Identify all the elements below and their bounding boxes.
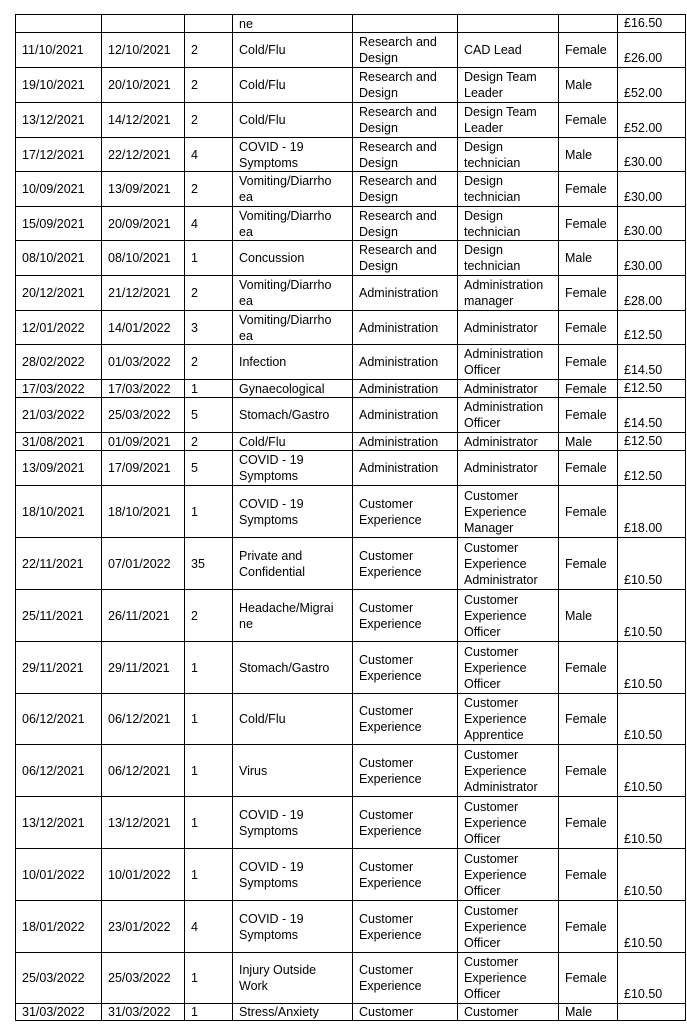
days-cell: 4 (185, 207, 233, 241)
role-cell: Customer Experience Officer (458, 797, 559, 849)
role-cell: Customer Experience Officer (458, 901, 559, 953)
gender-cell: Female (559, 33, 618, 68)
end-date-cell: 07/01/2022 (102, 538, 185, 590)
days-cell: 2 (185, 433, 233, 451)
rate-cell: £52.00 (618, 68, 686, 103)
start-date-cell: 08/10/2021 (16, 241, 102, 276)
rate-cell: £10.50 (618, 694, 686, 745)
gender-cell: Female (559, 797, 618, 849)
role-cell: Administrator (458, 380, 559, 398)
start-date-cell: 21/03/2022 (16, 398, 102, 433)
table-row (16, 68, 686, 103)
end-date-cell: 13/12/2021 (102, 797, 185, 849)
rate-cell: £18.00 (618, 486, 686, 538)
department-cell: Customer Experience (353, 486, 458, 538)
role-cell: Customer Experience Officer (458, 590, 559, 642)
start-date-cell: 13/09/2021 (16, 451, 102, 486)
rate-cell: £10.50 (618, 797, 686, 849)
rate-cell: £12.50 (618, 451, 686, 486)
department-cell: Customer Experience (353, 901, 458, 953)
department-cell: Administration (353, 311, 458, 345)
reason-cell: COVID - 19 Symptoms (233, 486, 353, 538)
days-cell: 1 (185, 380, 233, 398)
table-row (16, 849, 686, 901)
reason-cell: Infection (233, 345, 353, 380)
gender-cell: Female (559, 694, 618, 745)
table-row (16, 901, 686, 953)
table-row (16, 15, 686, 33)
table-row (16, 538, 686, 590)
table-row (16, 642, 686, 694)
role-cell: Administrator (458, 311, 559, 345)
gender-cell: Female (559, 486, 618, 538)
reason-cell: Vomiting/Diarrho ea (233, 276, 353, 311)
days-cell: 2 (185, 68, 233, 103)
days-cell: 2 (185, 590, 233, 642)
start-date-cell: 11/10/2021 (16, 33, 102, 68)
rate-cell: £14.50 (618, 398, 686, 433)
days-cell: 1 (185, 694, 233, 745)
start-date-cell: 29/11/2021 (16, 642, 102, 694)
end-date-cell: 08/10/2021 (102, 241, 185, 276)
reason-cell: Private and Confidential (233, 538, 353, 590)
table-row (16, 590, 686, 642)
gender-cell: Male (559, 241, 618, 276)
reason-cell: COVID - 19 Symptoms (233, 901, 353, 953)
department-cell: Customer Experience (353, 745, 458, 797)
role-cell: Design technician (458, 241, 559, 276)
rate-cell: £30.00 (618, 138, 686, 172)
rate-cell: £10.50 (618, 538, 686, 590)
start-date-cell: 13/12/2021 (16, 797, 102, 849)
department-cell: Research and Design (353, 103, 458, 138)
reason-cell: Concussion (233, 241, 353, 276)
days-cell: 2 (185, 276, 233, 311)
days-cell: 1 (185, 797, 233, 849)
table-row (16, 486, 686, 538)
end-date-cell: 17/03/2022 (102, 380, 185, 398)
end-date-cell (102, 15, 185, 33)
role-cell: Administration manager (458, 276, 559, 311)
reason-cell: COVID - 19 Symptoms (233, 451, 353, 486)
absence-table (15, 14, 686, 1021)
gender-cell: Male (559, 433, 618, 451)
reason-cell: Vomiting/Diarrho ea (233, 207, 353, 241)
gender-cell: Female (559, 172, 618, 207)
days-cell: 5 (185, 398, 233, 433)
gender-cell: Female (559, 953, 618, 1004)
days-cell: 2 (185, 33, 233, 68)
days-cell: 4 (185, 901, 233, 953)
rate-cell: £30.00 (618, 172, 686, 207)
table-row (16, 451, 686, 486)
days-cell: 1 (185, 849, 233, 901)
rate-cell: £12.50 (618, 433, 686, 451)
gender-cell: Female (559, 901, 618, 953)
department-cell: Research and Design (353, 138, 458, 172)
start-date-cell: 17/03/2022 (16, 380, 102, 398)
table-row (16, 138, 686, 172)
gender-cell: Female (559, 745, 618, 797)
end-date-cell: 29/11/2021 (102, 642, 185, 694)
reason-cell: COVID - 19 Symptoms (233, 849, 353, 901)
reason-cell: Virus (233, 745, 353, 797)
days-cell: 1 (185, 745, 233, 797)
days-cell: 35 (185, 538, 233, 590)
gender-cell: Female (559, 380, 618, 398)
reason-cell: Gynaecological (233, 380, 353, 398)
days-cell: 5 (185, 451, 233, 486)
rate-cell: £30.00 (618, 241, 686, 276)
rate-cell: £28.00 (618, 276, 686, 311)
start-date-cell: 18/10/2021 (16, 486, 102, 538)
role-cell: Customer (458, 1004, 559, 1021)
gender-cell: Female (559, 398, 618, 433)
start-date-cell: 06/12/2021 (16, 694, 102, 745)
start-date-cell: 20/12/2021 (16, 276, 102, 311)
table-row (16, 276, 686, 311)
end-date-cell: 31/03/2022 (102, 1004, 185, 1021)
reason-cell: ne (233, 15, 353, 33)
start-date-cell (16, 15, 102, 33)
reason-cell: Stress/Anxiety (233, 1004, 353, 1021)
rate-cell: £14.50 (618, 345, 686, 380)
start-date-cell: 19/10/2021 (16, 68, 102, 103)
table-row (16, 380, 686, 398)
role-cell: Design technician (458, 138, 559, 172)
table-row (16, 398, 686, 433)
end-date-cell: 21/12/2021 (102, 276, 185, 311)
reason-cell: Cold/Flu (233, 33, 353, 68)
rate-cell: £16.50 (618, 15, 686, 33)
end-date-cell: 25/03/2022 (102, 398, 185, 433)
table-row (16, 797, 686, 849)
end-date-cell: 06/12/2021 (102, 694, 185, 745)
absence-table-body (16, 15, 686, 1021)
days-cell (185, 15, 233, 33)
end-date-cell: 01/03/2022 (102, 345, 185, 380)
gender-cell: Female (559, 451, 618, 486)
department-cell: Administration (353, 380, 458, 398)
gender-cell (559, 15, 618, 33)
end-date-cell: 12/10/2021 (102, 33, 185, 68)
department-cell: Administration (353, 451, 458, 486)
role-cell: CAD Lead (458, 33, 559, 68)
start-date-cell: 13/12/2021 (16, 103, 102, 138)
start-date-cell: 25/03/2022 (16, 953, 102, 1004)
end-date-cell: 18/10/2021 (102, 486, 185, 538)
rate-cell: £12.50 (618, 311, 686, 345)
gender-cell: Male (559, 68, 618, 103)
start-date-cell: 31/08/2021 (16, 433, 102, 451)
reason-cell: Cold/Flu (233, 103, 353, 138)
end-date-cell: 01/09/2021 (102, 433, 185, 451)
end-date-cell: 06/12/2021 (102, 745, 185, 797)
department-cell: Customer Experience (353, 849, 458, 901)
role-cell: Administration Officer (458, 345, 559, 380)
start-date-cell: 15/09/2021 (16, 207, 102, 241)
rate-cell: £10.50 (618, 590, 686, 642)
role-cell: Customer Experience Officer (458, 642, 559, 694)
rate-cell: £10.50 (618, 849, 686, 901)
gender-cell: Female (559, 345, 618, 380)
role-cell: Customer Experience Officer (458, 849, 559, 901)
rate-cell: £52.00 (618, 103, 686, 138)
rate-cell: £10.50 (618, 901, 686, 953)
table-row (16, 172, 686, 207)
end-date-cell: 17/09/2021 (102, 451, 185, 486)
rate-cell: £12.50 (618, 380, 686, 398)
gender-cell: Male (559, 1004, 618, 1021)
rate-cell (618, 1004, 686, 1021)
end-date-cell: 20/10/2021 (102, 68, 185, 103)
role-cell: Customer Experience Administrator (458, 745, 559, 797)
end-date-cell: 13/09/2021 (102, 172, 185, 207)
table-row (16, 311, 686, 345)
days-cell: 2 (185, 345, 233, 380)
reason-cell: Vomiting/Diarrho ea (233, 311, 353, 345)
rate-cell: £10.50 (618, 642, 686, 694)
department-cell: Research and Design (353, 241, 458, 276)
reason-cell: COVID - 19 Symptoms (233, 138, 353, 172)
table-row (16, 953, 686, 1004)
table-row (16, 433, 686, 451)
days-cell: 4 (185, 138, 233, 172)
table-row (16, 33, 686, 68)
department-cell: Customer Experience (353, 953, 458, 1004)
reason-cell: COVID - 19 Symptoms (233, 797, 353, 849)
table-row (16, 1004, 686, 1021)
reason-cell: Cold/Flu (233, 694, 353, 745)
start-date-cell: 12/01/2022 (16, 311, 102, 345)
end-date-cell: 26/11/2021 (102, 590, 185, 642)
table-row (16, 207, 686, 241)
department-cell: Administration (353, 276, 458, 311)
reason-cell: Vomiting/Diarrho ea (233, 172, 353, 207)
role-cell: Administrator (458, 451, 559, 486)
table-row (16, 241, 686, 276)
days-cell: 1 (185, 1004, 233, 1021)
role-cell (458, 15, 559, 33)
department-cell: Customer Experience (353, 797, 458, 849)
gender-cell: Female (559, 642, 618, 694)
end-date-cell: 22/12/2021 (102, 138, 185, 172)
gender-cell: Female (559, 849, 618, 901)
days-cell: 3 (185, 311, 233, 345)
end-date-cell: 14/01/2022 (102, 311, 185, 345)
role-cell: Design Team Leader (458, 103, 559, 138)
reason-cell: Stomach/Gastro (233, 642, 353, 694)
role-cell: Customer Experience Administrator (458, 538, 559, 590)
rate-cell: £10.50 (618, 953, 686, 1004)
reason-cell: Cold/Flu (233, 68, 353, 103)
role-cell: Design Team Leader (458, 68, 559, 103)
rate-cell: £26.00 (618, 33, 686, 68)
start-date-cell: 31/03/2022 (16, 1004, 102, 1021)
start-date-cell: 25/11/2021 (16, 590, 102, 642)
department-cell: Research and Design (353, 207, 458, 241)
role-cell: Administration Officer (458, 398, 559, 433)
end-date-cell: 23/01/2022 (102, 901, 185, 953)
days-cell: 2 (185, 172, 233, 207)
gender-cell: Female (559, 538, 618, 590)
start-date-cell: 06/12/2021 (16, 745, 102, 797)
gender-cell: Male (559, 138, 618, 172)
start-date-cell: 28/02/2022 (16, 345, 102, 380)
department-cell: Customer (353, 1004, 458, 1021)
department-cell: Administration (353, 345, 458, 380)
end-date-cell: 14/12/2021 (102, 103, 185, 138)
gender-cell: Female (559, 103, 618, 138)
department-cell: Administration (353, 433, 458, 451)
table-row (16, 694, 686, 745)
department-cell: Research and Design (353, 172, 458, 207)
gender-cell: Female (559, 311, 618, 345)
days-cell: 1 (185, 241, 233, 276)
start-date-cell: 18/01/2022 (16, 901, 102, 953)
reason-cell: Headache/Migrai ne (233, 590, 353, 642)
table-row (16, 745, 686, 797)
role-cell: Design technician (458, 172, 559, 207)
start-date-cell: 22/11/2021 (16, 538, 102, 590)
department-cell: Research and Design (353, 68, 458, 103)
role-cell: Customer Experience Manager (458, 486, 559, 538)
reason-cell: Stomach/Gastro (233, 398, 353, 433)
department-cell: Research and Design (353, 33, 458, 68)
table-row (16, 345, 686, 380)
department-cell: Customer Experience (353, 642, 458, 694)
gender-cell: Male (559, 590, 618, 642)
department-cell (353, 15, 458, 33)
reason-cell: Cold/Flu (233, 433, 353, 451)
role-cell: Customer Experience Officer (458, 953, 559, 1004)
gender-cell: Female (559, 207, 618, 241)
days-cell: 1 (185, 953, 233, 1004)
department-cell: Customer Experience (353, 538, 458, 590)
end-date-cell: 25/03/2022 (102, 953, 185, 1004)
days-cell: 1 (185, 642, 233, 694)
start-date-cell: 10/01/2022 (16, 849, 102, 901)
start-date-cell: 17/12/2021 (16, 138, 102, 172)
department-cell: Customer Experience (353, 694, 458, 745)
role-cell: Administrator (458, 433, 559, 451)
days-cell: 2 (185, 103, 233, 138)
start-date-cell: 10/09/2021 (16, 172, 102, 207)
department-cell: Customer Experience (353, 590, 458, 642)
role-cell: Customer Experience Apprentice (458, 694, 559, 745)
end-date-cell: 20/09/2021 (102, 207, 185, 241)
days-cell: 1 (185, 486, 233, 538)
end-date-cell: 10/01/2022 (102, 849, 185, 901)
rate-cell: £30.00 (618, 207, 686, 241)
reason-cell: Injury Outside Work (233, 953, 353, 1004)
rate-cell: £10.50 (618, 745, 686, 797)
role-cell: Design technician (458, 207, 559, 241)
table-row (16, 103, 686, 138)
department-cell: Administration (353, 398, 458, 433)
gender-cell: Female (559, 276, 618, 311)
